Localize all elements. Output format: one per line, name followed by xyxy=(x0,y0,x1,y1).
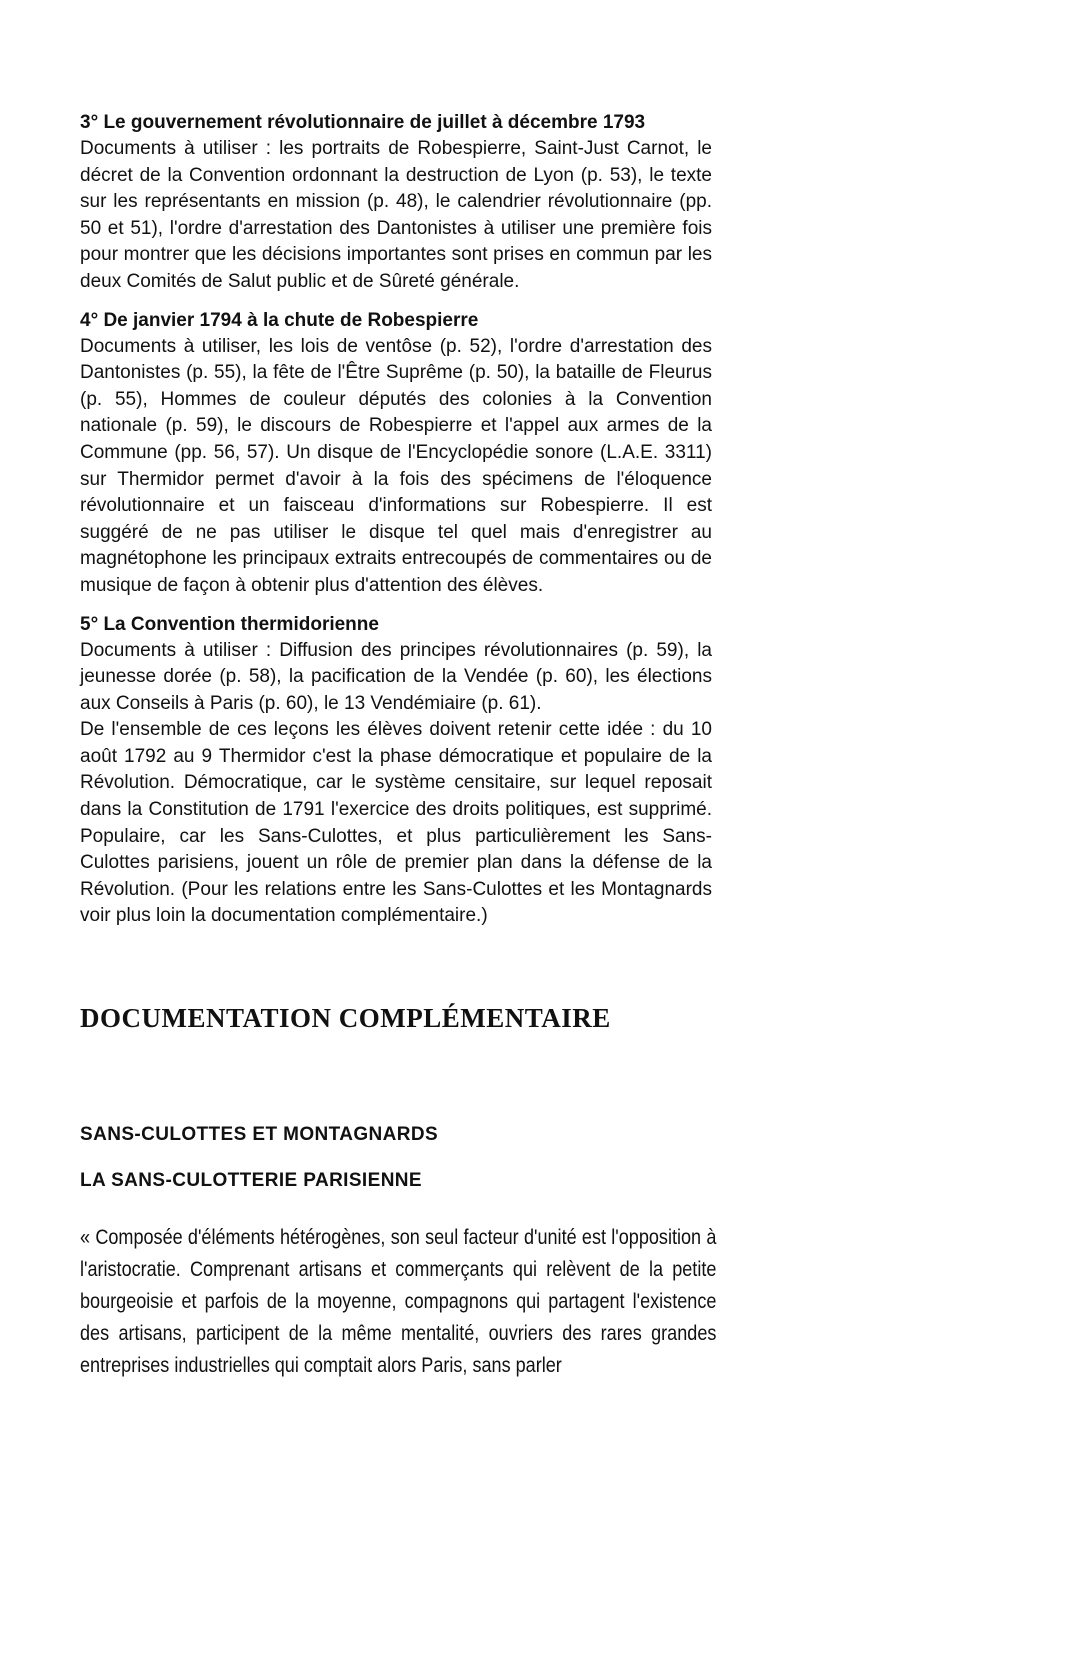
section-3-heading: 3° Le gouvernement révolutionnaire de juillet à décembre 1793 xyxy=(80,112,646,133)
section-3-body: Documents à utiliser : les portraits de Robespierre, Saint-Just Carnot, le décret de la Convention ordonnant la destruction de Lyon (p. 53), le texte sur les représentants en mission (p. 48), le calendrier révolutionnaire (pp. 50 et 51), l'ordre d'arrestation des Dantonistes à utiliser une première fois pour montrer que les décisions importantes sont prises en commun par les deux Comités de Salut public et de Sûreté générale. xyxy=(80,138,712,292)
documentation-title: DOCUMENTATION COMPLÉMENTAIRE xyxy=(80,1003,611,1033)
section-4-body: Documents à utiliser, les lois de ventôse (p. 52), l'ordre d'arrestation des Dantonistes (p. 55), la fête de l'Être Suprême (p. 50), la bataille de Fleurus (p. 55), Hommes de couleur députés des colonies à la Convention nationale (p. 59), le discours de Robespierre et l'appel aux armes de la Commune (pp. 56, 57). Un disque de l'Encyclopédie sonore (L.A.E. 3311) sur Thermidor permet d'avoir à la fois des spécimens de l'éloquence révolutionnaire et un faisceau d'informations sur Robespierre. Il est suggéré de ne pas utiliser le disque tel quel mais d'enregistrer au magnétophone les principaux extraits entrecoupés de commentaires ou de musique de façon à obtenir plus d'attention des élèves. xyxy=(80,335,712,596)
documentation-subtitle-2: LA SANS-CULOTTERIE PARISIENNE xyxy=(80,1170,423,1191)
section-4-heading: 4° De janvier 1794 à la chute de Robespierre xyxy=(80,309,479,331)
documentation-subtitle-1: SANS-CULOTTES ET MONTAGNARDS xyxy=(80,1124,439,1145)
section-3 xyxy=(80,110,712,296)
section-5-heading: 5° La Convention thermidorienne xyxy=(80,613,379,635)
documentation-quote: « Composée d'éléments hétérogènes, son seul facteur d'unité est l'opposition à l'aristocratie. Comprenant artisans et commerçants qui relèvent de la petite bourgeoisie et parfois de la moyenne, compagnons qui partagent l'existence des artisans, participent de la même mentalité, ouvriers des rares grandes entreprises industrielles qui comptait alors Paris, sans parler xyxy=(80,1226,717,1377)
section-5-body: Documents à utiliser : Diffusion des principes révolutionnaires (p. 59), la jeunesse dorée (p. 58), la pacification de la Vendée (p. 60), les élections aux Conseils à Paris (p. 60), le 13 Vendémiaire (p. 61). xyxy=(80,639,712,714)
section-4 xyxy=(80,308,712,600)
document-page xyxy=(80,110,712,942)
section-5 xyxy=(80,612,712,931)
section-5-conclusion: De l'ensemble de ces leçons les élèves doivent retenir cette idée : du 10 août 1792 au 9 Thermidor c'est la phase démocratique et populaire de la Révolution. Démocratique, car le système censitaire, sur lequel reposait dans la Constitution de 1791 l'exercice des droits politiques, est supprimé. Populaire, car les Sans-Culottes, et plus particulièrement les Sans-Culottes parisiens, jouent un rôle de premier plan dans la défense de la Révolution. (Pour les relations entre les Sans-Culottes et les Montagnards voir plus loin la documentation complémentaire.) xyxy=(80,719,712,927)
